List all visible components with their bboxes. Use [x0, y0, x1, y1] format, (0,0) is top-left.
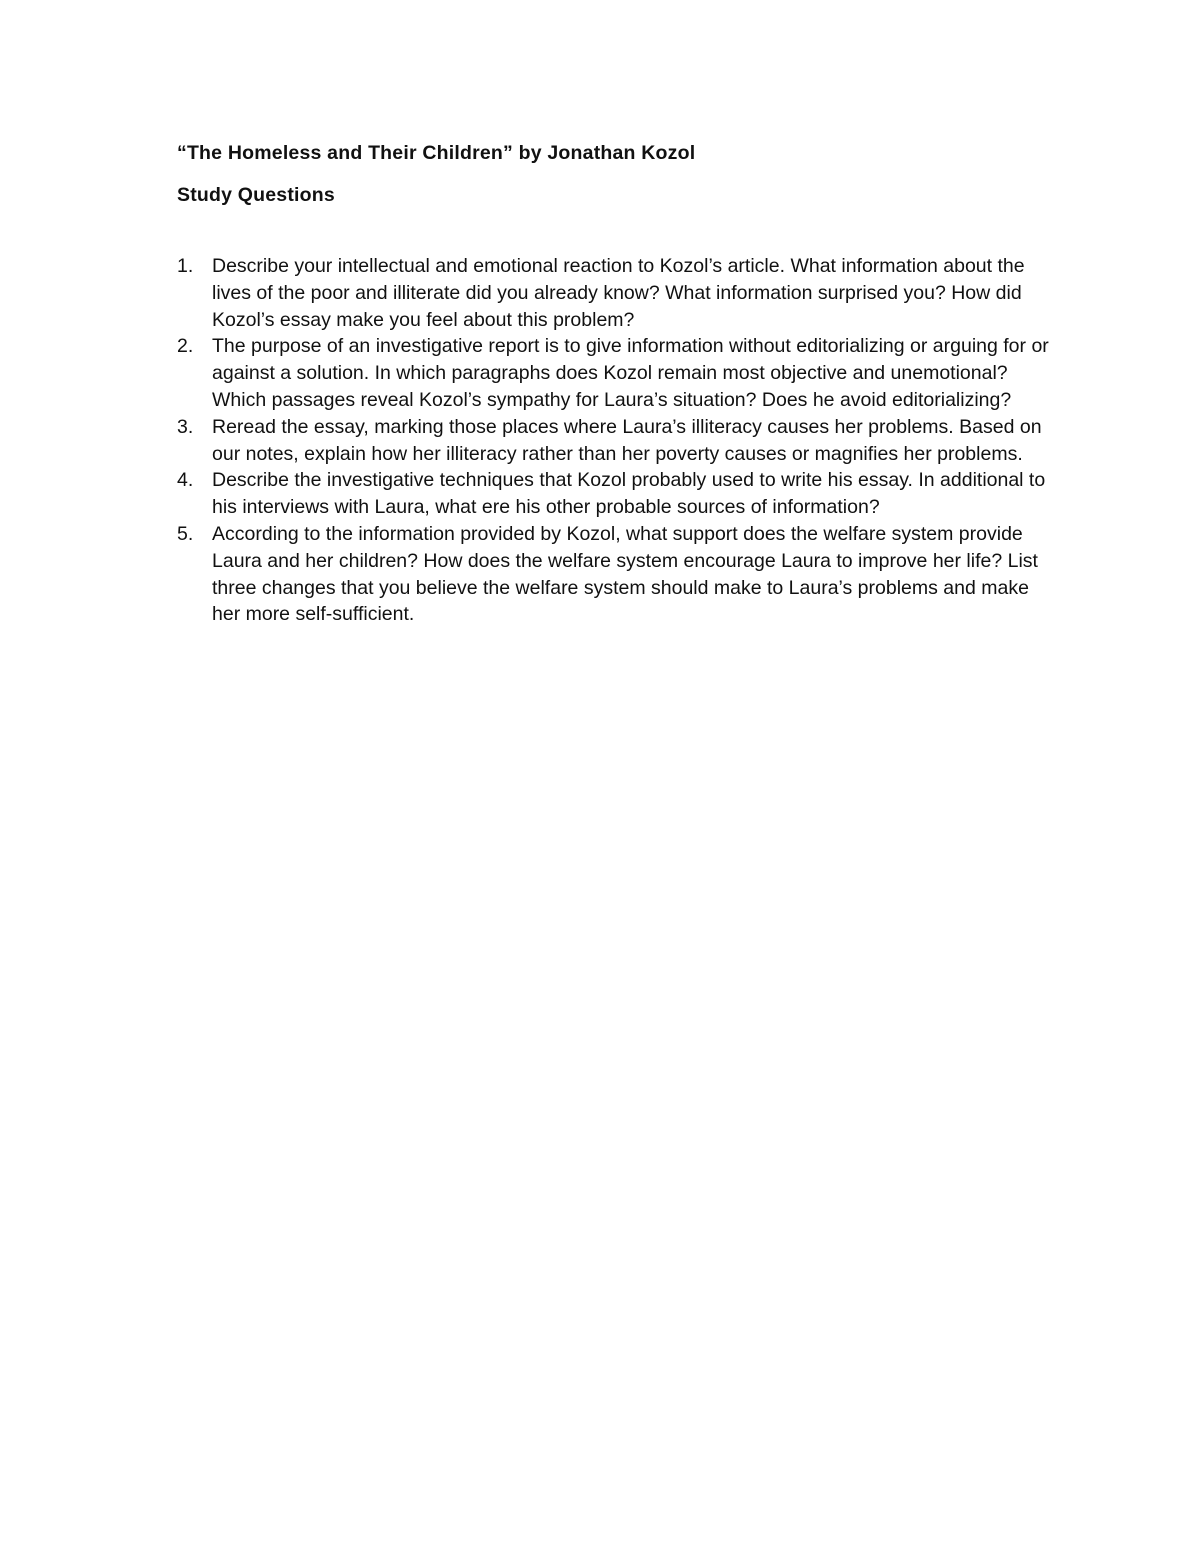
- question-item: [177, 467, 1057, 521]
- question-item: [177, 521, 1057, 628]
- question-text: Describe your intellectual and emotional reaction to Kozol’s article. What information about the lives of the poor and illiterate did you already know? What information surprised you? How did Kozol’s essay make you feel about this problem?: [212, 255, 1025, 331]
- study-questions-list: [177, 253, 1057, 628]
- question-item: [177, 253, 1057, 333]
- question-number: 3.: [177, 415, 194, 438]
- question-number: 5.: [177, 522, 194, 545]
- question-text: Describe the investigative techniques that Kozol probably used to write his essay. In additional to his interviews with Laura, what ere his other probable sources of information?: [212, 469, 1046, 519]
- question-number: 4.: [177, 469, 194, 492]
- question-item: [177, 333, 1057, 413]
- question-number: 2.: [177, 335, 194, 358]
- document-title: “The Homeless and Their Children” by Jonathan Kozol: [177, 142, 696, 164]
- question-number: 1.: [177, 255, 194, 277]
- question-text: Reread the essay, marking those places where Laura’s illiteracy causes her problems. Based on our notes, explain how her illiteracy rather than her poverty causes or magnifies her problems.: [212, 415, 1042, 465]
- document-subtitle: Study Questions: [177, 184, 335, 206]
- question-item: [177, 414, 1057, 468]
- question-text: According to the information provided by Kozol, what support does the welfare system provide Laura and her children? How does the welfare system encourage Laura to improve her life? List three changes that you believe the welfare system should make to Laura’s problems and make her more self-sufficient.: [212, 522, 1038, 626]
- question-text: The purpose of an investigative report is to give information without editorializing or arguing for or against a solution. In which paragraphs does Kozol remain most objective and unemotional? Which passages reveal Kozol’s sympathy for Laura’s situation? Does he avoid editorializing?: [212, 335, 1049, 411]
